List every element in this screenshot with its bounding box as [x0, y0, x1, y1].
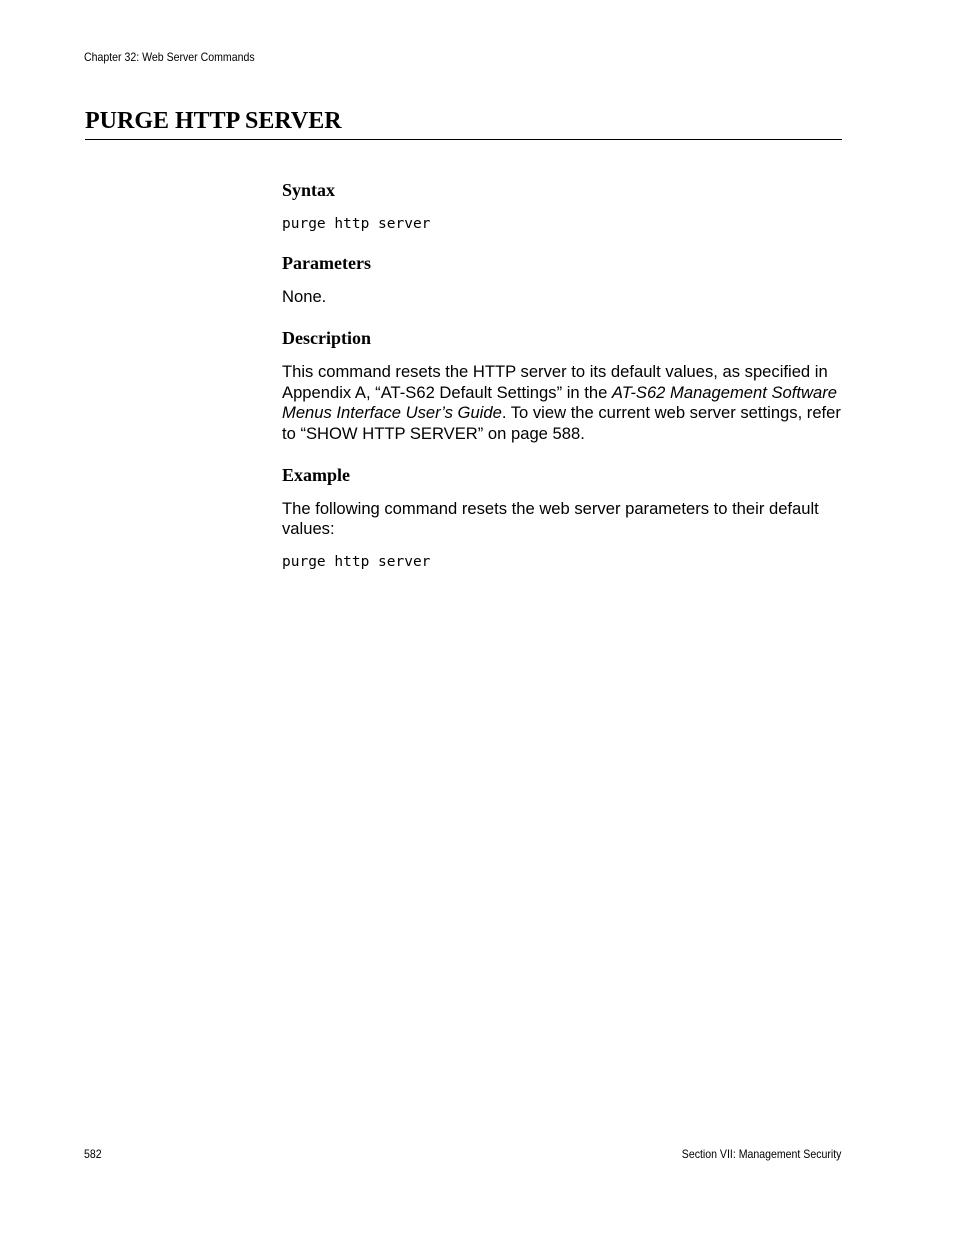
example-heading: Example — [282, 465, 351, 486]
example-text: The following command resets the web server parameters to their default values: — [282, 499, 819, 539]
page-title: PURGE HTTP SERVER — [85, 106, 842, 140]
command-content — [282, 178, 844, 572]
parameters-text: None. — [282, 287, 327, 306]
description-heading: Description — [282, 328, 371, 349]
example-code: purge http server — [282, 553, 431, 570]
description-text-part-1: This command resets the HTTP server to its default values, as specified in Appendix A, “AT-S62 Default Settings” in the — [282, 362, 828, 402]
description-text-part-2: . To view the current web server settings, refer to “SHOW HTTP SERVER” on page 588. — [282, 403, 841, 443]
running-header: Chapter 32: Web Server Commands — [84, 50, 255, 64]
guide-title-italic: AT-S62 Management Software Menus Interface User’s Guide — [282, 382, 837, 423]
parameters-heading: Parameters — [282, 253, 371, 273]
syntax-heading: Syntax — [282, 180, 336, 200]
page-number: 582 — [84, 1147, 102, 1161]
running-footer: Section VII: Management Security — [681, 1147, 841, 1161]
description-text — [282, 362, 844, 444]
syntax-code: purge http server — [282, 216, 431, 232]
